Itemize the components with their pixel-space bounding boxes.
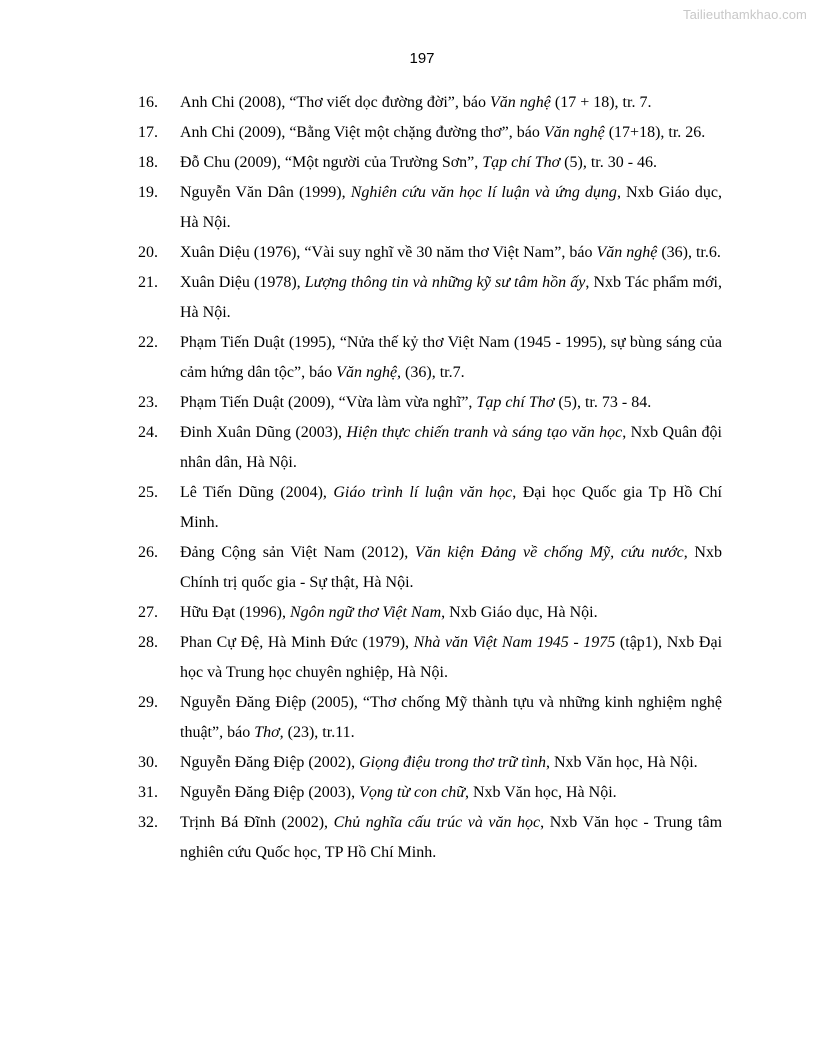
reference-number: 28. (138, 634, 158, 651)
reference-text-segment: , Nxb Tác phẩm mới, Hà Nội. (180, 274, 722, 321)
reference-text-segment: Nguyễn Đăng Điệp (2005), “Thơ chống Mỹ thành tựu và những kinh nghiệm nghệ thuật”, báo (180, 694, 722, 741)
reference-text-segment: , Nxb Chính trị quốc gia - Sự thật, Hà Nội. (180, 544, 722, 591)
reference-number: 19. (138, 184, 158, 201)
reference-text-segment: , Nxb Văn học, Hà Nội. (464, 784, 617, 801)
reference-text (180, 634, 722, 681)
reference-text (180, 334, 722, 381)
reference-title-italic: Giọng điệu trong thơ trữ tình (359, 754, 546, 771)
reference-title-italic: Văn nghệ, (336, 364, 402, 381)
reference-text-segment: Đinh Xuân Dũng (2003), (180, 424, 347, 441)
reference-text (180, 274, 722, 321)
reference-number: 24. (138, 424, 158, 441)
reference-item (0, 268, 722, 328)
reference-item (0, 808, 722, 868)
reference-text-segment: Anh Chi (2008), “Thơ viết dọc đường đời”, báo (180, 94, 490, 111)
reference-number: 17. (138, 124, 158, 141)
reference-text (180, 754, 698, 771)
reference-text (180, 544, 722, 591)
reference-number: 26. (138, 544, 158, 561)
reference-title-italic: Văn nghệ (490, 94, 551, 111)
reference-title-italic: Hiện thực chiến tranh và sáng tạo văn học (346, 424, 623, 441)
reference-number: 18. (138, 154, 158, 171)
reference-title-italic: Thơ, (254, 724, 284, 741)
reference-text-segment: Phạm Tiến Duật (2009), “Vừa làm vừa nghĩ”, (180, 394, 477, 411)
reference-title-italic: Nghiên cứu văn học lí luận và ứng dụng (350, 184, 617, 201)
reference-item (0, 748, 722, 778)
reference-text (180, 424, 722, 471)
reference-text-segment: (tập1), Nxb Đại học và Trung học chuyên nghiệp, Hà Nội. (180, 634, 723, 681)
reference-number: 22. (138, 334, 158, 351)
reference-text-segment: Xuân Diệu (1976), “Vài suy nghĩ về 30 năm thơ Việt Nam”, báo (180, 244, 597, 261)
reference-text (180, 814, 722, 861)
reference-text-segment: (36), tr.6. (657, 244, 721, 261)
reference-text-segment: (36), tr.7. (401, 364, 465, 381)
reference-item (0, 598, 722, 628)
reference-item (0, 418, 722, 478)
reference-text (180, 784, 617, 801)
reference-item (0, 388, 722, 418)
reference-text (180, 484, 722, 531)
reference-text-segment: Nguyễn Văn Dân (1999), (180, 184, 351, 201)
reference-text-segment: (17+18), tr. 26. (604, 124, 706, 141)
reference-text-segment: Hữu Đạt (1996), (180, 604, 290, 621)
reference-text-segment: Đỗ Chu (2009), “Một người của Trường Sơn”, (180, 154, 483, 171)
reference-item (0, 148, 722, 178)
reference-item (0, 238, 722, 268)
reference-item (0, 628, 722, 688)
reference-text (180, 184, 722, 231)
reference-number: 25. (138, 484, 158, 501)
reference-number: 32. (138, 814, 158, 831)
reference-text-segment: Xuân Diệu (1978), (180, 274, 305, 291)
reference-text-segment: , Nxb Quân đội nhân dân, Hà Nội. (180, 424, 723, 471)
reference-text-segment: (5), tr. 30 - 46. (560, 154, 658, 171)
page-number: 197 (409, 50, 435, 67)
reference-number: 31. (138, 784, 158, 801)
reference-item (0, 478, 722, 538)
reference-title-italic: Giáo trình lí luận văn học (333, 484, 513, 501)
reference-title-italic: Ngôn ngữ thơ Việt Nam (289, 604, 442, 621)
reference-title-italic: Tạp chí Thơ (482, 154, 561, 171)
reference-title-italic: Văn nghệ (596, 244, 658, 261)
reference-number: 16. (138, 94, 158, 111)
reference-text (180, 694, 722, 741)
reference-text-segment: Phan Cự Đệ, Hà Minh Đức (1979), (180, 634, 414, 651)
reference-title-italic: Lượng thông tin và những kỹ sư tâm hồn ấy (304, 274, 586, 291)
reference-text-segment: Anh Chi (2009), “Bằng Việt một chặng đường thơ”, báo (180, 124, 544, 141)
reference-text (180, 604, 598, 621)
reference-number: 30. (138, 754, 158, 771)
reference-text-segment: (23), tr.11. (283, 724, 355, 741)
reference-title-italic: Vọng từ con chữ (359, 784, 465, 801)
reference-text-segment: Đảng Cộng sản Việt Nam (2012), (180, 544, 415, 561)
reference-text-segment: Phạm Tiến Duật (1995), “Nửa thế kỷ thơ Việt Nam (1945 - 1995), sự bùng sáng của cảm hứng dân tộc”, báo (180, 334, 722, 381)
reference-item (0, 328, 722, 388)
reference-text-segment: Trịnh Bá Đĩnh (2002), (180, 814, 334, 831)
reference-text-segment: Nguyễn Đăng Điệp (2003), (180, 784, 360, 801)
reference-list (0, 88, 816, 868)
reference-item (0, 688, 722, 748)
reference-text-segment: , Đại học Quốc gia Tp Hồ Chí Minh. (180, 484, 723, 531)
reference-item (0, 538, 722, 598)
reference-text-segment: Nguyễn Đăng Điệp (2002), (180, 754, 360, 771)
reference-text (180, 94, 651, 111)
reference-text-segment: , Nxb Văn học - Trung tâm nghiên cứu Quốc học, TP Hồ Chí Minh. (180, 814, 723, 861)
reference-title-italic: Nhà văn Việt Nam 1945 - 1975 (413, 634, 616, 651)
reference-item (0, 778, 722, 808)
reference-number: 29. (138, 694, 158, 711)
reference-item (0, 88, 722, 118)
reference-text-segment: (17 + 18), tr. 7. (550, 94, 652, 111)
reference-text-segment: , Nxb Văn học, Hà Nội. (545, 754, 698, 771)
reference-text-segment: , Nxb Giáo dục, Hà Nội. (441, 604, 598, 621)
reference-text-segment: Lê Tiến Dũng (2004), (180, 484, 334, 501)
reference-title-italic: Chủ nghĩa cấu trúc và văn học (333, 814, 541, 831)
reference-text (180, 154, 657, 171)
reference-text (180, 244, 721, 261)
reference-item (0, 118, 722, 148)
reference-text-segment: (5), tr. 73 - 84. (554, 394, 652, 411)
reference-text-segment: , Nxb Giáo dục, Hà Nội. (180, 184, 722, 231)
reference-number: 27. (138, 604, 158, 621)
reference-text (180, 394, 651, 411)
reference-title-italic: Văn kiện Đảng về chống Mỹ, cứu nước (414, 544, 684, 561)
reference-number: 20. (138, 244, 158, 261)
reference-item (0, 178, 722, 238)
reference-number: 23. (138, 394, 158, 411)
reference-title-italic: Văn nghệ (543, 124, 605, 141)
reference-title-italic: Tạp chí Thơ (476, 394, 555, 411)
watermark: Tailieuthamkhao.com (682, 7, 807, 22)
reference-number: 21. (138, 274, 158, 291)
reference-text (180, 124, 705, 141)
